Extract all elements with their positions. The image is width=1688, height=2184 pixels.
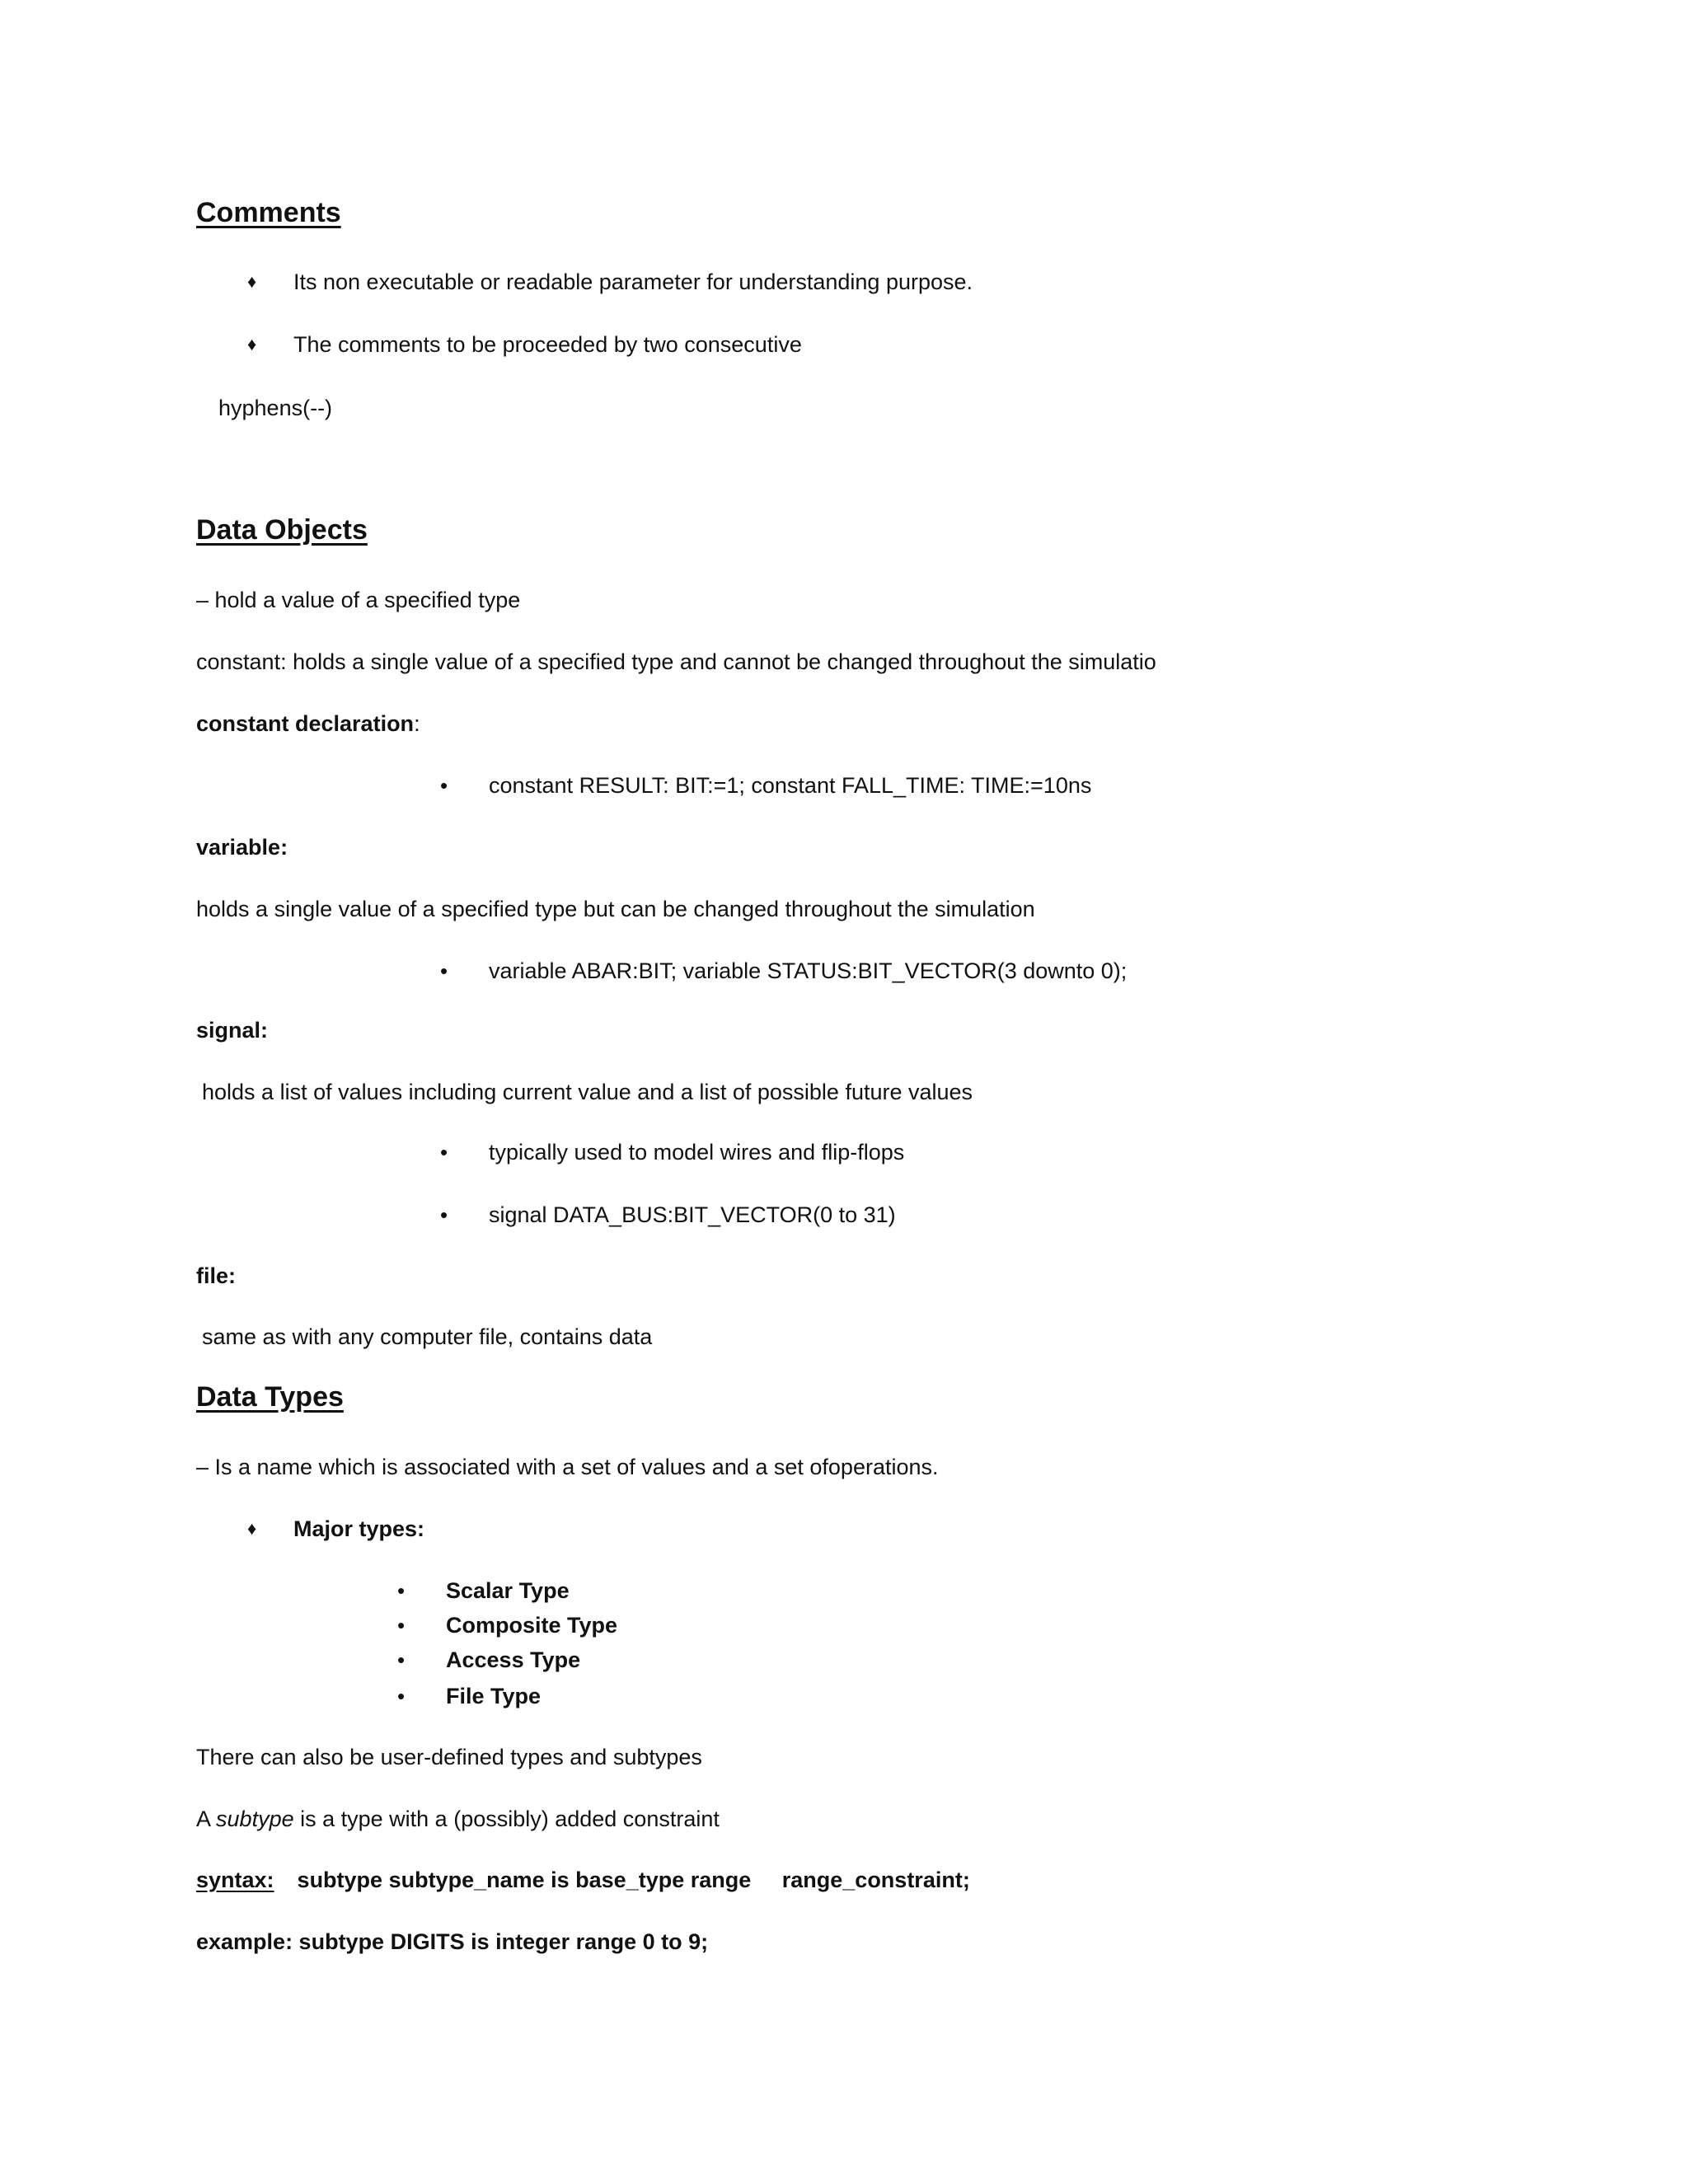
bullet-dot-icon: • [440, 958, 448, 983]
constant-example: constant RESULT: BIT:=1; constant FALL_TIME: TIME:=10ns [489, 773, 1092, 798]
subtype-definition [196, 1804, 720, 1834]
subtype-term: subtype [216, 1807, 294, 1831]
constant-description: constant: holds a single value of a specified type and cannot be changed throughout the simulatio [196, 649, 1156, 674]
syntax-text: subtype subtype_name is base_type range range_constraint; [297, 1868, 970, 1892]
constant-declaration-term: constant declaration [196, 711, 415, 736]
bullet-dot-icon: • [440, 773, 448, 798]
subtype-suffix: is a type with a (possibly) added constraint [293, 1807, 720, 1831]
type-item-file: File Type [446, 1684, 542, 1708]
file-label: file: [196, 1263, 237, 1288]
comments-bullet-1: Its non executable or readable parameter for understanding purpose. [293, 269, 973, 294]
data-types-intro: – Is a name which is associated with a set of values and a set ofoperations. [196, 1455, 939, 1479]
diamond-bullet-icon: ♦ [247, 271, 257, 292]
bullet-dot-icon: • [397, 1613, 406, 1638]
constant-declaration-label [196, 709, 420, 738]
diamond-bullet-icon: ♦ [247, 1518, 257, 1539]
subtype-prefix: A [196, 1807, 217, 1831]
variable-label: variable: [196, 835, 288, 860]
subtype-example: example: subtype DIGITS is integer range 0 to 9; [196, 1929, 709, 1954]
major-types-label: Major types: [293, 1516, 425, 1541]
signal-description: holds a list of values including current value and a list of possible future values [202, 1080, 973, 1104]
file-description: same as with any computer file, contains data [202, 1324, 653, 1349]
variable-example: variable ABAR:BIT; variable STATUS:BIT_VECTOR(3 downto 0); [489, 958, 1128, 983]
type-item-access: Access Type [446, 1647, 581, 1672]
user-defined-types: There can also be user-defined types and subtypes [196, 1745, 702, 1769]
data-types-heading: Data Types [196, 1381, 344, 1413]
bullet-dot-icon: • [440, 1202, 448, 1227]
bullet-dot-icon: • [397, 1578, 406, 1603]
constant-declaration-colon: : [414, 711, 420, 736]
bullet-dot-icon: • [440, 1140, 448, 1165]
variable-description: holds a single value of a specified type but can be changed throughout the simulation [196, 897, 1035, 921]
comments-bullet-2: The comments to be proceeded by two consecutive [293, 332, 802, 357]
comments-continuation: hyphens(--) [218, 396, 333, 420]
signal-note: typically used to model wires and flip-flops [489, 1140, 905, 1165]
data-objects-heading: Data Objects [196, 514, 368, 546]
bullet-dot-icon: • [397, 1647, 406, 1672]
data-objects-intro: – hold a value of a specified type [196, 588, 521, 612]
syntax-label: syntax: [196, 1868, 274, 1892]
type-item-composite: Composite Type [446, 1613, 618, 1638]
signal-example: signal DATA_BUS:BIT_VECTOR(0 to 31) [489, 1202, 896, 1227]
syntax-line [196, 1865, 970, 1895]
signal-label: signal: [196, 1018, 269, 1043]
comments-heading: Comments [196, 197, 341, 228]
bullet-dot-icon: • [397, 1684, 406, 1708]
type-item-scalar: Scalar Type [446, 1578, 570, 1603]
diamond-bullet-icon: ♦ [247, 334, 257, 354]
